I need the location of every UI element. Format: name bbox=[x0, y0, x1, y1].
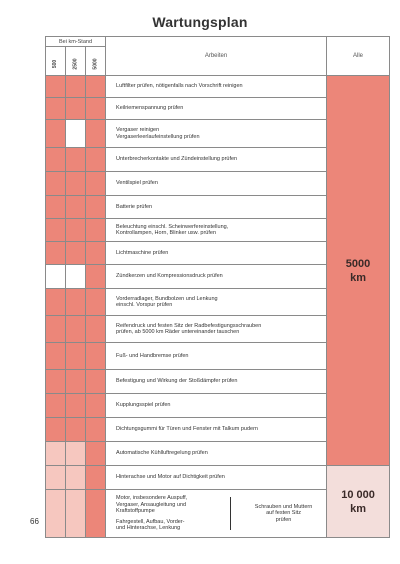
interval-5000-value: 5000 bbox=[345, 257, 371, 270]
task-row: Batterie prüfen bbox=[106, 196, 327, 219]
interval-10000-cell bbox=[327, 466, 390, 538]
task-row: Kupplungsspiel prüfen bbox=[106, 394, 327, 418]
task-row: Befestigung und Wirkung der Stoßdämpfer prüfen bbox=[106, 370, 327, 394]
task-row: Automatische Kühlluftregelung prüfen bbox=[106, 442, 327, 466]
check-cell bbox=[46, 76, 66, 98]
arbeiten-header: Arbeiten bbox=[106, 37, 327, 76]
task-row: Beleuchtung einschl. Scheinwerfereinstellung, Kontrollampen, Horn, Blinker usw. prüfen bbox=[106, 219, 327, 242]
km-header-500: 500 bbox=[46, 47, 66, 76]
task-row: Dichtungsgummi für Türen und Fenster mit Talkum pudern bbox=[106, 418, 327, 442]
interval-10000-unit: km bbox=[350, 502, 366, 515]
interval-5000-unit: km bbox=[350, 271, 366, 284]
task-row: Vorderradlager, Bundbolzen und Lenkung einschl. Vorspur prüfen bbox=[106, 289, 327, 316]
maintenance-table bbox=[45, 36, 390, 538]
task-row: Luftfilter prüfen, nötigenfalls nach Vorschrift reinigen bbox=[106, 76, 327, 98]
check-cell bbox=[86, 76, 106, 98]
interval-5000-cell bbox=[327, 76, 390, 466]
task-sub-motor: Motor, insbesondere Auspuff, Vergaser, Ansaugleitung und Kraftstoffpumpe bbox=[116, 495, 188, 515]
km-group-header: Bei km-Stand bbox=[46, 37, 106, 47]
task-row: Zündkerzen und Kompressionsdruck prüfen bbox=[106, 265, 327, 289]
task-row: Ventilspiel prüfen bbox=[106, 172, 327, 196]
km-header-5000: 5000 bbox=[86, 47, 106, 76]
task-row: Hinterachse und Motor auf Dichtigkeit prüfen bbox=[106, 466, 327, 490]
task-row: Vergaser reinigen Vergaserleerlaufeinstellung prüfen bbox=[106, 120, 327, 148]
task-row: Keilriemenspannung prüfen bbox=[106, 98, 327, 120]
task-row-combined bbox=[106, 490, 327, 538]
task-row: Lichtmaschine prüfen bbox=[106, 242, 327, 265]
task-sub-schrauben: Schrauben und Muttern auf festen Sitz prüfen bbox=[254, 503, 313, 523]
check-cell bbox=[66, 76, 86, 98]
task-row: Unterbrecherkontakte und Zündeinstellung prüfen bbox=[106, 148, 327, 172]
page-title: Wartungsplan bbox=[152, 14, 248, 30]
task-row: Reifendruck und festen Sitz der Radbefestigungsschrauben prüfen, ab 5000 km Räder untereinander tauschen bbox=[106, 316, 327, 343]
task-row: Fuß- und Handbremse prüfen bbox=[106, 343, 327, 370]
interval-10000-value: 10 000 bbox=[341, 488, 375, 501]
brace-divider bbox=[230, 497, 235, 530]
alle-header: Alle bbox=[327, 37, 390, 76]
km-header-2500: 2500 bbox=[66, 47, 86, 76]
task-sub-fahrgestell: Fahrgestell, Aufbau, Vorder- und Hinterachse, Lenkung bbox=[116, 518, 185, 532]
page-number: 66 bbox=[30, 517, 39, 526]
